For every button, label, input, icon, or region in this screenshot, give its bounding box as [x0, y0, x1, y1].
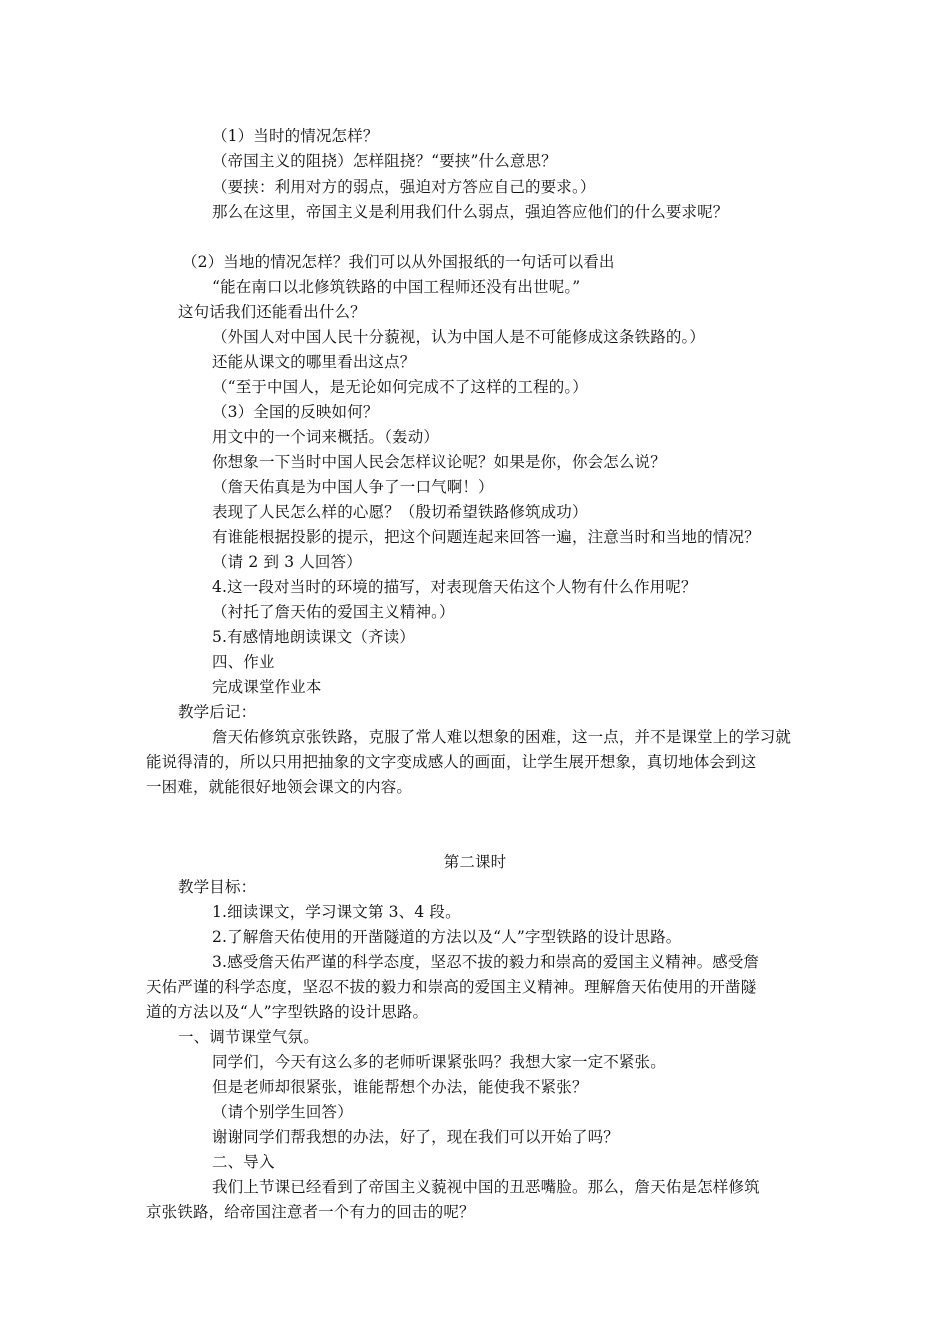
text-line: 道的方法以及“人”字型铁路的设计思路。 [146, 1003, 429, 1021]
text-line: （1）当时的情况怎样？ [212, 127, 379, 145]
text-line: （2）当地的情况怎样？我们可以从外国报纸的一句话可以看出 [182, 253, 615, 271]
section-heading: 四、作业 [212, 653, 275, 671]
text-line: 我们上节课已经看到了帝国主义藐视中国的丑恶嘴脸。那么，詹天佑是怎样修筑 [212, 1178, 760, 1196]
text-line: 2.了解詹天佑使用的开凿隧道的方法以及“人”字型铁路的设计思路。 [212, 928, 682, 946]
text-line: 但是老师却很紧张，谁能帮想个办法，能使我不紧张？ [212, 1078, 588, 1096]
text-line: 表现了人民怎么样的心愿？（殷切希望铁路修筑成功） [212, 503, 588, 521]
text-line: 那么在这里，帝国主义是利用我们什么弱点，强迫答应他们的什么要求呢？ [212, 203, 729, 221]
section-heading: 教学目标： [178, 878, 257, 896]
text-line: （3）全国的反映如何？ [212, 403, 379, 421]
text-line: 3.感受詹天佑严谨的科学态度，坚忍不拔的毅力和崇高的爱国主义精神。感受詹 [212, 953, 760, 971]
section-heading: 二、导入 [212, 1153, 275, 1171]
text-line: 谢谢同学们帮我想的办法，好了，现在我们可以开始了吗？ [212, 1128, 619, 1146]
text-line: 詹天佑修筑京张铁路，克服了常人难以想象的困难，这一点，并不是课堂上的学习就 [212, 728, 792, 746]
text-line: 5.有感情地朗读课文（齐读） [212, 628, 415, 646]
text-line: 同学们，今天有这么多的老师听课紧张吗？我想大家一定不紧张。 [212, 1053, 666, 1071]
text-line: （外国人对中国人民十分藐视，认为中国人是不可能修成这条铁路的。） [212, 328, 706, 346]
text-line: 4.这一段对当时的环境的描写，对表现詹天佑这个人物有什么作用呢？ [212, 578, 697, 596]
text-line: （帝国主义的阻挠）怎样阻挠？“要挟”什么意思？ [212, 152, 557, 170]
text-line: （詹天佑真是为中国人争了一口气啊！） [212, 478, 494, 496]
section-heading: 教学后记： [178, 703, 257, 721]
text-line: 天佑严谨的科学态度，坚忍不拔的毅力和崇高的爱国主义精神。理解詹天佑使用的开凿隧 [146, 978, 757, 996]
text-line: （要挟：利用对方的弱点，强迫对方答应自己的要求。） [212, 178, 596, 196]
text-line: 能说得清的，所以只用把抽象的文字变成感人的画面，让学生展开想象，真切地体会到这 [146, 753, 757, 771]
section-heading: 一、调节课堂气氛。 [178, 1028, 319, 1046]
text-line: 这句话我们还能看出什么？ [178, 303, 366, 321]
text-line: 你想象一下当时中国人民会怎样议论呢？如果是你，你会怎么说？ [212, 453, 666, 471]
text-line: （衬托了詹天佑的爱国主义精神。） [212, 603, 455, 621]
text-line: 一困难，就能很好地领会课文的内容。 [146, 778, 413, 796]
text-line: 1.细读课文，学习课文第 3、4 段。 [212, 903, 461, 921]
lesson-title: 第二课时 [443, 853, 507, 871]
text-line: 有谁能根据投影的提示，把这个问题连起来回答一遍，注意当时和当地的情况？ [212, 528, 760, 546]
text-line: “能在南口以北修筑铁路的中国工程师还没有出世呢。” [212, 278, 581, 296]
text-line: （“至于中国人，是无论如何完成不了这样的工程的。） [212, 378, 588, 396]
text-line: 完成课堂作业本 [212, 678, 322, 696]
text-line: 京张铁路，给帝国注意者一个有力的回击的呢？ [146, 1203, 475, 1221]
text-line: （请 2 到 3 人回答） [212, 553, 362, 571]
text-line: 还能从课文的哪里看出这点？ [212, 353, 416, 371]
text-line: 用文中的一个词来概括。（轰动） [212, 428, 440, 446]
text-line: （请个别学生回答） [212, 1103, 353, 1121]
